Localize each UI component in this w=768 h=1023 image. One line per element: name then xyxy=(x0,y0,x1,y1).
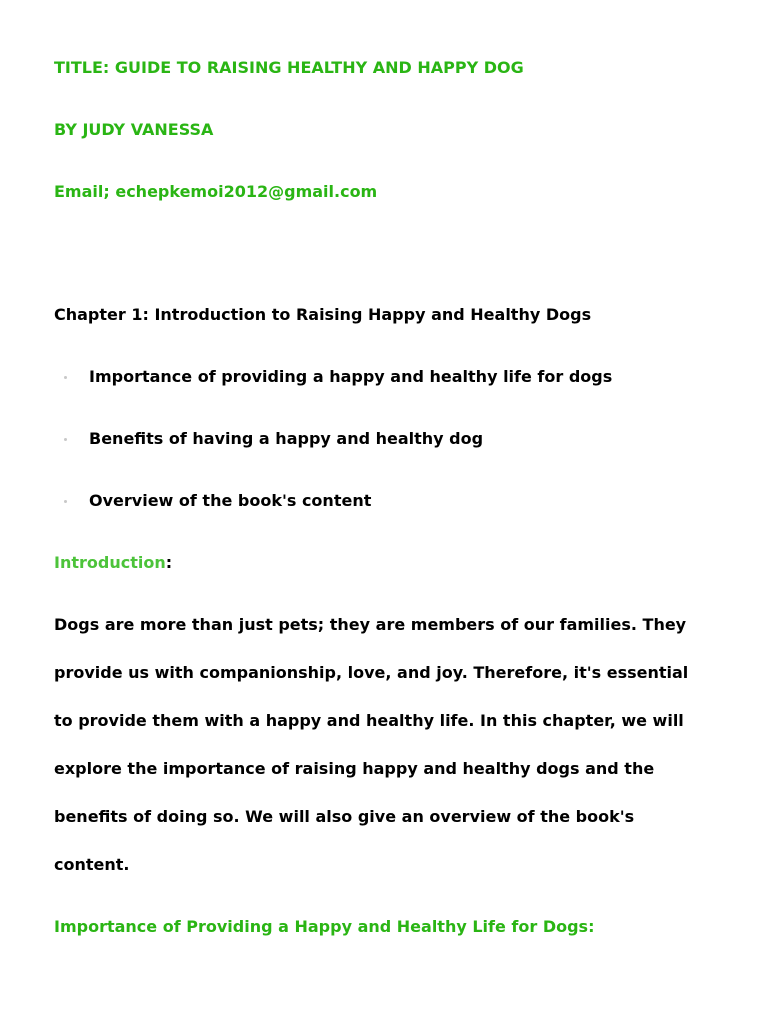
section-heading: Importance of Providing a Happy and Healthy Life for Dogs: xyxy=(54,917,595,936)
bullet-icon xyxy=(64,438,67,441)
paragraph-line: provide us with companionship, love, and joy. Therefore, it's essential xyxy=(54,663,689,682)
author-byline: BY JUDY VANESSA xyxy=(54,120,214,139)
bullet-icon xyxy=(64,500,67,503)
paragraph-line: content. xyxy=(54,855,130,874)
paragraph-line: benefits of doing so. We will also give an overview of the book's xyxy=(54,807,635,826)
paragraph-line: to provide them with a happy and healthy life. In this chapter, we will xyxy=(54,711,684,730)
bullet-icon xyxy=(64,376,67,379)
introduction-heading xyxy=(54,553,172,573)
chapter-heading: Chapter 1: Introduction to Raising Happy and Healthy Dogs xyxy=(54,305,592,324)
document-title: TITLE: GUIDE TO RAISING HEALTHY AND HAPPY DOG xyxy=(54,58,524,77)
introduction-colon: : xyxy=(165,553,173,572)
list-item-text: Overview of the book's content xyxy=(89,491,372,510)
introduction-label: Introduction xyxy=(54,553,166,572)
paragraph-line: explore the importance of raising happy and healthy dogs and the xyxy=(54,759,655,778)
author-email: Email; echepkemoi2012@gmail.com xyxy=(54,182,378,201)
paragraph-line: Dogs are more than just pets; they are members of our families. They xyxy=(54,615,687,634)
list-item-text: Importance of providing a happy and healthy life for dogs xyxy=(89,367,613,386)
list-item-text: Benefits of having a happy and healthy dog xyxy=(89,429,484,448)
